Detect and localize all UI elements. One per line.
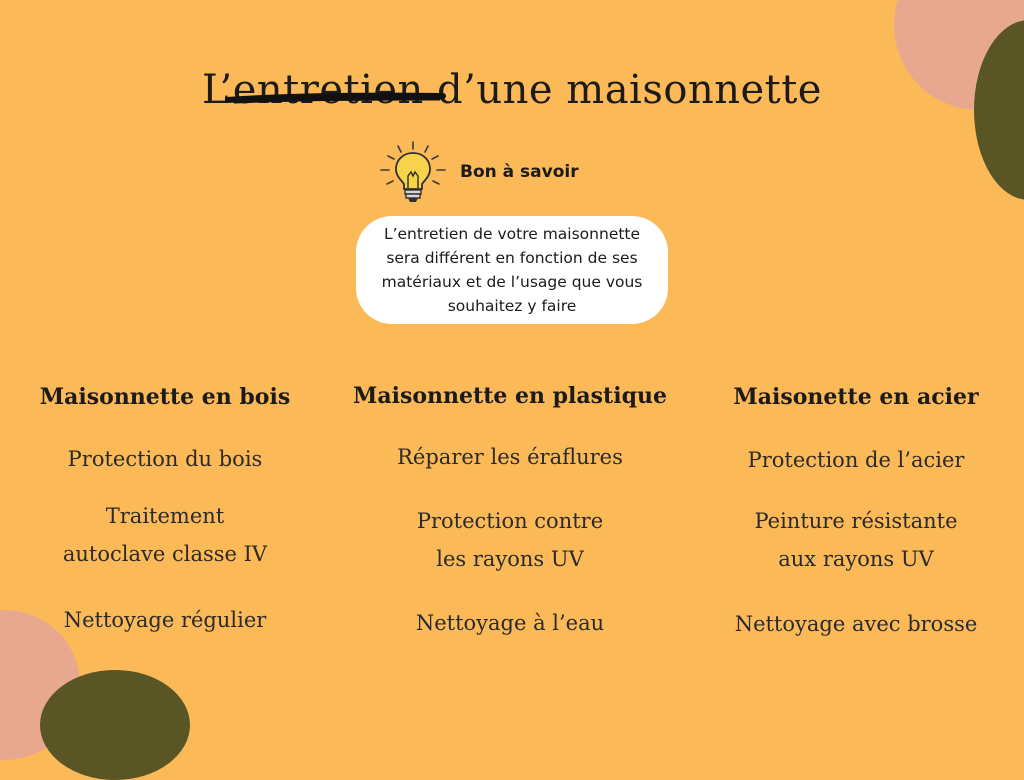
- lightbulb-icon: [378, 140, 448, 206]
- list-item: [0, 440, 335, 478]
- list-item: [0, 601, 335, 639]
- column-heading-acier: Maisonette en acier: [733, 384, 979, 410]
- list-item: [686, 605, 1024, 643]
- tip-line: L’entretien de votre maisonnette: [383, 225, 641, 243]
- item-line: Nettoyage régulier: [63, 608, 267, 632]
- list-item: [340, 438, 680, 476]
- list-item: [340, 604, 680, 642]
- list-item: [340, 502, 680, 578]
- item-line: Traitement: [105, 504, 225, 528]
- item-line: Peinture résistante: [754, 509, 958, 533]
- tip-line: sera différent en fonction de ses: [386, 249, 638, 267]
- column-heading-plastique: Maisonnette en plastique: [353, 383, 667, 409]
- item-line: Protection du bois: [67, 447, 263, 471]
- item-line: Protection contre: [416, 509, 604, 533]
- decor-circle-olive-bottom: [40, 670, 190, 780]
- item-line: Réparer les éraflures: [397, 445, 623, 469]
- column-heading-bois: Maisonnette en bois: [39, 384, 291, 410]
- tip-box: [356, 216, 668, 324]
- item-line: les rayons UV: [436, 547, 584, 571]
- tip-line: matériaux et de l’usage que vous: [381, 273, 643, 291]
- item-line: autoclave classe IV: [62, 542, 268, 566]
- list-item: [686, 441, 1024, 479]
- item-line: Nettoyage à l’eau: [415, 611, 605, 635]
- list-item: [686, 502, 1024, 578]
- page-title: L’entretien d’une maisonnette: [202, 66, 822, 113]
- tip-label: Bon à savoir: [460, 162, 579, 182]
- item-line: aux rayons UV: [778, 547, 934, 571]
- title-underline: [225, 90, 447, 106]
- list-item: [0, 497, 335, 573]
- item-line: Nettoyage avec brosse: [734, 612, 978, 636]
- tip-line: souhaitez y faire: [447, 297, 577, 315]
- item-line: Protection de l’acier: [747, 448, 965, 472]
